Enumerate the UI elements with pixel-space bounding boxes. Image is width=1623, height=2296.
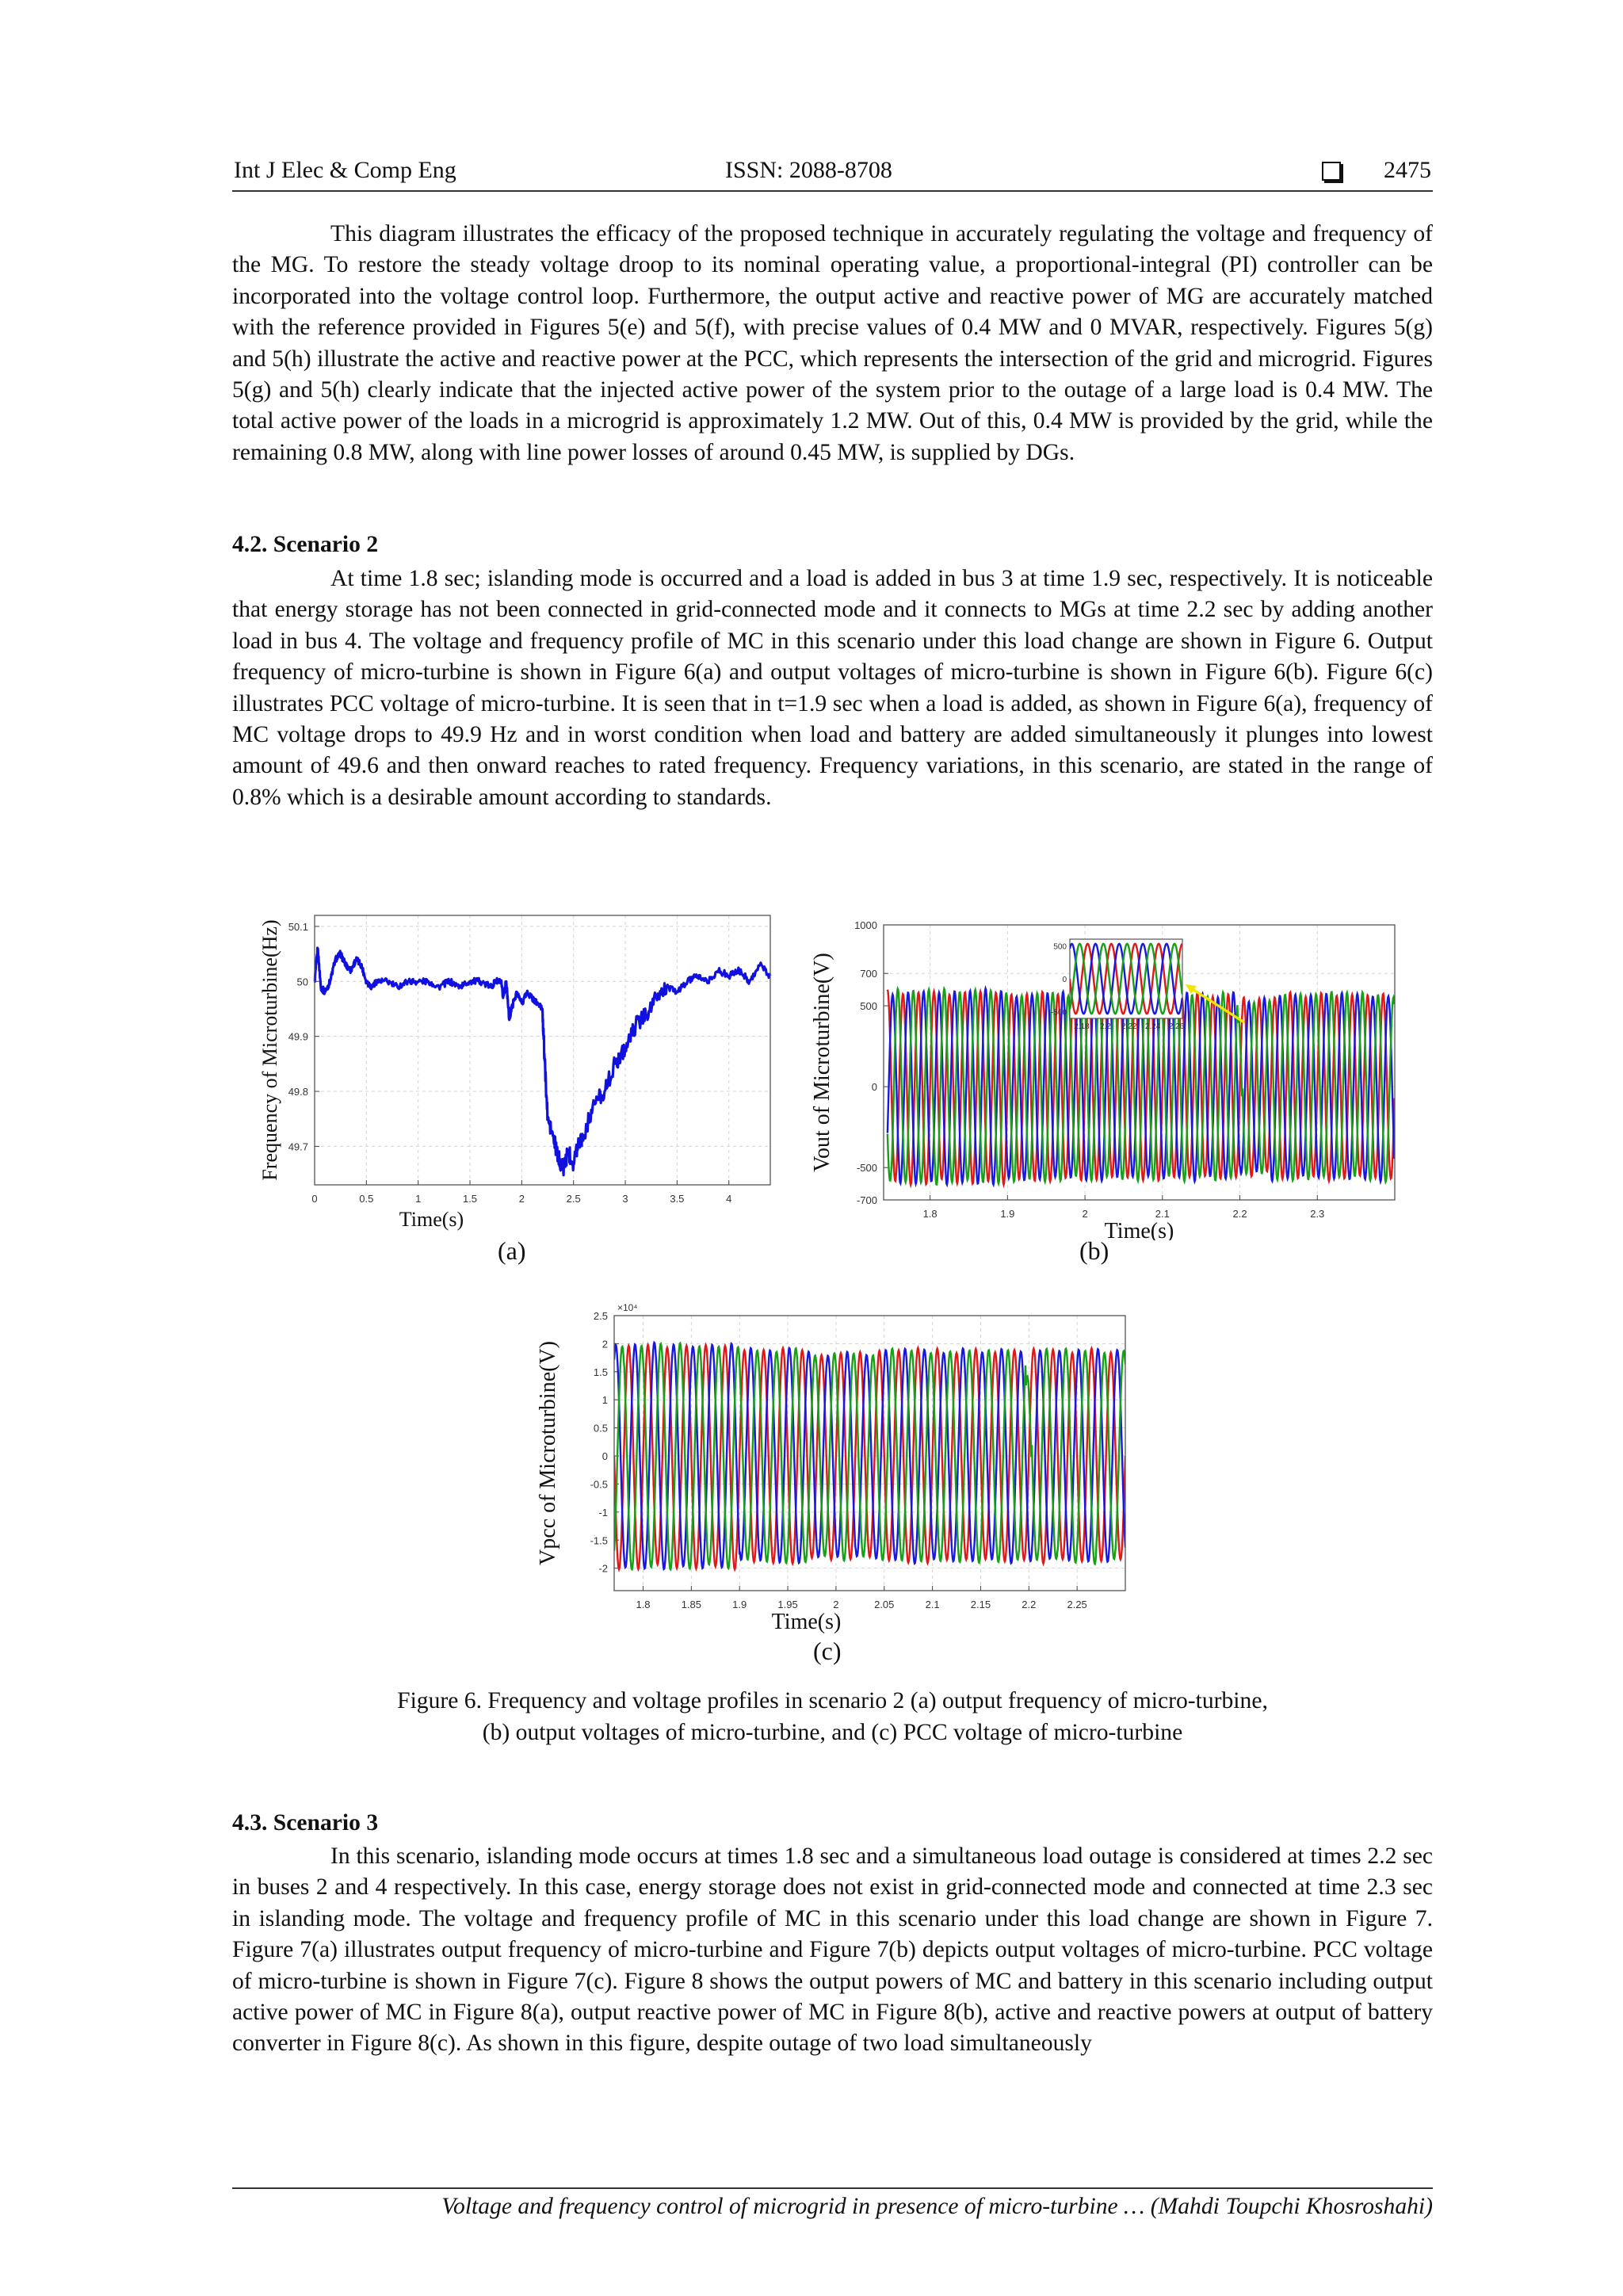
chart-6b	[800, 892, 1403, 1240]
x-axis-label: Time(s)	[1104, 1219, 1174, 1240]
paragraph-scenario-3-text: In this scenario, islanding mode occurs at times 1.8 sec and a simultaneous load outage is considered at times 2.2 sec in buses 2 and 4 respectively. In this case, energy storage does not exist in grid-connected mode and connected at time 2.3 sec in islanding mode. The voltage and frequency profile of MC in this scenario under this load change are shown in Figure 7. Figure 7(a) illustrates output frequency of micro-turbine and Figure 7(b) depicts output voltages of micro-turbine. PCC voltage of micro-turbine is shown in Figure 7(c). Figure 8 shows the output powers of MC and battery in this scenario including output active power of MC in Figure 8(a), output reactive power of MC in Figure 8(b), active and reactive powers at output of battery converter in Figure 8(c). As shown in this figure, despite outage of two load simultaneously	[232, 1843, 1433, 2057]
y-tick-label: -1	[598, 1506, 608, 1519]
x-tick-label: 2.5	[566, 1193, 581, 1205]
journal-name: Int J Elec & Comp Eng	[234, 157, 456, 183]
paragraph-scenario-2-text: At time 1.8 sec; islanding mode is occurred and a load is added in bus 3 at time 1.9 sec, respectively. It is noticeable that energy storage has not been connected in grid-connected mode and it connects to MGs at time 2.2 sec by adding another load in bus 4. The voltage and frequency profile of MC in this scenario under this load change are shown in Figure 6. Output frequency of micro-turbine is shown in Figure 6(a) and output voltages of micro-turbine is shown in Figure 6(b). Figure 6(c) illustrates PCC voltage of micro-turbine. It is seen that in t=1.9 sec when a load is added, as shown in Figure 6(a), frequency of MC voltage drops to 49.9 Hz and in worst condition when load and battery are added simultaneously it plunges into lowest amount of 49.6 and then onward reaches to rated frequency. Frequency variations, in this scenario, are stated in the range of 0.8% which is a desirable amount according to standards.	[232, 566, 1433, 810]
y-tick-label: 2.5	[593, 1310, 608, 1322]
x-tick-label: 1.9	[732, 1599, 747, 1610]
y-tick-label: 500	[860, 1000, 877, 1013]
figure-6c	[531, 1288, 1133, 1641]
figure-6c-label: (c)	[813, 1637, 842, 1665]
figure-6b	[800, 892, 1403, 1244]
y-tick-label: 0	[601, 1450, 608, 1463]
x-axis-label: Time(s)	[771, 1610, 842, 1634]
x-tick-label: 2.2	[1232, 1208, 1247, 1220]
y-tick-label: 1	[601, 1394, 608, 1407]
x-tick-label: 2.3	[1310, 1208, 1325, 1220]
plot-background	[315, 915, 770, 1185]
figure-6a	[258, 892, 789, 1244]
y-tick-label: 2	[601, 1338, 608, 1350]
paragraph-intro	[232, 219, 1433, 468]
y-tick-label: 49.8	[288, 1086, 308, 1098]
inset-x-tick-label: 2.2	[1099, 1022, 1111, 1031]
y-axis-label: Vpcc of Microturbine(V)	[536, 1340, 560, 1566]
inset-y-tick-label: -500	[1050, 1008, 1067, 1018]
figure-6-caption	[232, 1685, 1433, 1748]
y-axis-label: Frequency of Microturbine(Hz)	[258, 919, 281, 1181]
y-tick-label: -1.5	[590, 1534, 608, 1547]
x-tick-label: 2.2	[1022, 1599, 1037, 1610]
y-tick-label: -2	[598, 1562, 608, 1575]
x-tick-label: 0	[311, 1193, 318, 1205]
figure-6b-label: (b)	[1079, 1236, 1109, 1265]
x-tick-label: 2.1	[1155, 1208, 1170, 1220]
x-tick-label: 1.85	[681, 1599, 702, 1610]
x-tick-label: 1	[415, 1193, 422, 1205]
x-tick-label: 2.1	[925, 1599, 940, 1610]
x-tick-label: 2	[518, 1193, 525, 1205]
y-tick-label: 0	[871, 1081, 877, 1094]
y-tick-label: 50	[296, 976, 308, 988]
x-tick-label: 1.8	[922, 1208, 938, 1220]
inset-x-tick-label: 2.18	[1074, 1022, 1090, 1031]
x-tick-label: 2	[1082, 1208, 1088, 1220]
y-axis-label: Vout of Microturbine(V)	[810, 953, 834, 1172]
issn: ISSN: 2088-8708	[725, 157, 892, 183]
x-tick-label: 0.5	[359, 1193, 374, 1205]
y-tick-label: 700	[860, 968, 877, 980]
y-tick-label: 0.5	[593, 1422, 608, 1435]
figure-6-caption-line2: (b) output voltages of micro-turbine, and (c) PCC voltage of micro-turbine	[482, 1720, 1183, 1745]
running-footer: Voltage and frequency control of microgrid in presence of micro-turbine … (Mahdi Toupchi Khosroshahi)	[232, 2187, 1433, 2220]
x-tick-label: 2.15	[970, 1599, 991, 1610]
page-number: 2475	[1384, 157, 1431, 183]
x-tick-label: 2	[833, 1599, 839, 1610]
x-tick-label: 2.25	[1067, 1599, 1087, 1610]
y-tick-label: 50.1	[288, 920, 308, 933]
inset-x-tick-label: 2.22	[1121, 1022, 1137, 1031]
x-tick-label: 2.05	[874, 1599, 895, 1610]
x-tick-label: 1.95	[777, 1599, 798, 1610]
y-axis-exponent: ×10⁴	[617, 1302, 638, 1313]
chart-6c	[531, 1288, 1133, 1637]
section-heading-4-3: 4.3. Scenario 3	[232, 1810, 379, 1836]
figure-6-caption-line1: Figure 6. Frequency and voltage profiles in scenario 2 (a) output frequency of micro-turbine,	[397, 1688, 1268, 1713]
y-tick-label: -500	[856, 1162, 877, 1175]
y-tick-label: 1.5	[593, 1366, 608, 1378]
inset-x-tick-label: 2.24	[1144, 1022, 1161, 1031]
y-tick-label: -0.5	[590, 1478, 608, 1491]
y-tick-label: -700	[856, 1194, 877, 1206]
inset-y-tick-label: 500	[1053, 942, 1067, 952]
figure-6a-label: (a)	[498, 1236, 526, 1265]
paragraph-scenario-3	[232, 1841, 1433, 2060]
y-tick-label: 49.9	[288, 1030, 308, 1043]
x-axis-label: Time(s)	[399, 1208, 464, 1231]
running-header	[232, 155, 1433, 192]
section-heading-4-2: 4.2. Scenario 2	[232, 532, 379, 557]
x-tick-label: 1.9	[1000, 1208, 1015, 1220]
x-tick-label: 1.8	[636, 1599, 651, 1610]
y-tick-label: 1000	[854, 919, 877, 931]
x-tick-label: 4	[726, 1193, 732, 1205]
y-tick-label: 49.7	[288, 1140, 308, 1153]
x-tick-label: 3	[622, 1193, 628, 1205]
x-tick-label: 1.5	[462, 1193, 478, 1205]
x-tick-label: 3.5	[670, 1193, 685, 1205]
inset-x-tick-label: 2.26	[1168, 1022, 1185, 1031]
inset-y-tick-label: 0	[1062, 976, 1067, 984]
paragraph-intro-text: This diagram illustrates the efficacy of the proposed technique in accurately regulating the voltage and frequency of the MG. To restore the steady voltage droop to its nominal operating value, a proportional-integral (PI) controller can be incorporated into the voltage control loop. Furthermore, the output active and reactive power of MG are accurately matched with the reference provided in Figures 5(e) and 5(f), with precise values of 0.4 MW and 0 MVAR, respectively. Figures 5(g) and 5(h) illustrate the active and reactive power at the PCC, which represents the intersection of the grid and microgrid. Figures 5(g) and 5(h) clearly indicate that the injected active power of the system prior to the outage of a large load is 0.4 MW. The total active power of the loads in a microgrid is approximately 1.2 MW. Out of this, 0.4 MW is provided by the grid, while the remaining 0.8 MW, along with line power losses of around 0.45 MW, is supplied by DGs.	[232, 221, 1433, 465]
chart-6a	[258, 892, 789, 1240]
paragraph-scenario-2	[232, 563, 1433, 813]
checkbox-square-icon	[1322, 162, 1341, 181]
